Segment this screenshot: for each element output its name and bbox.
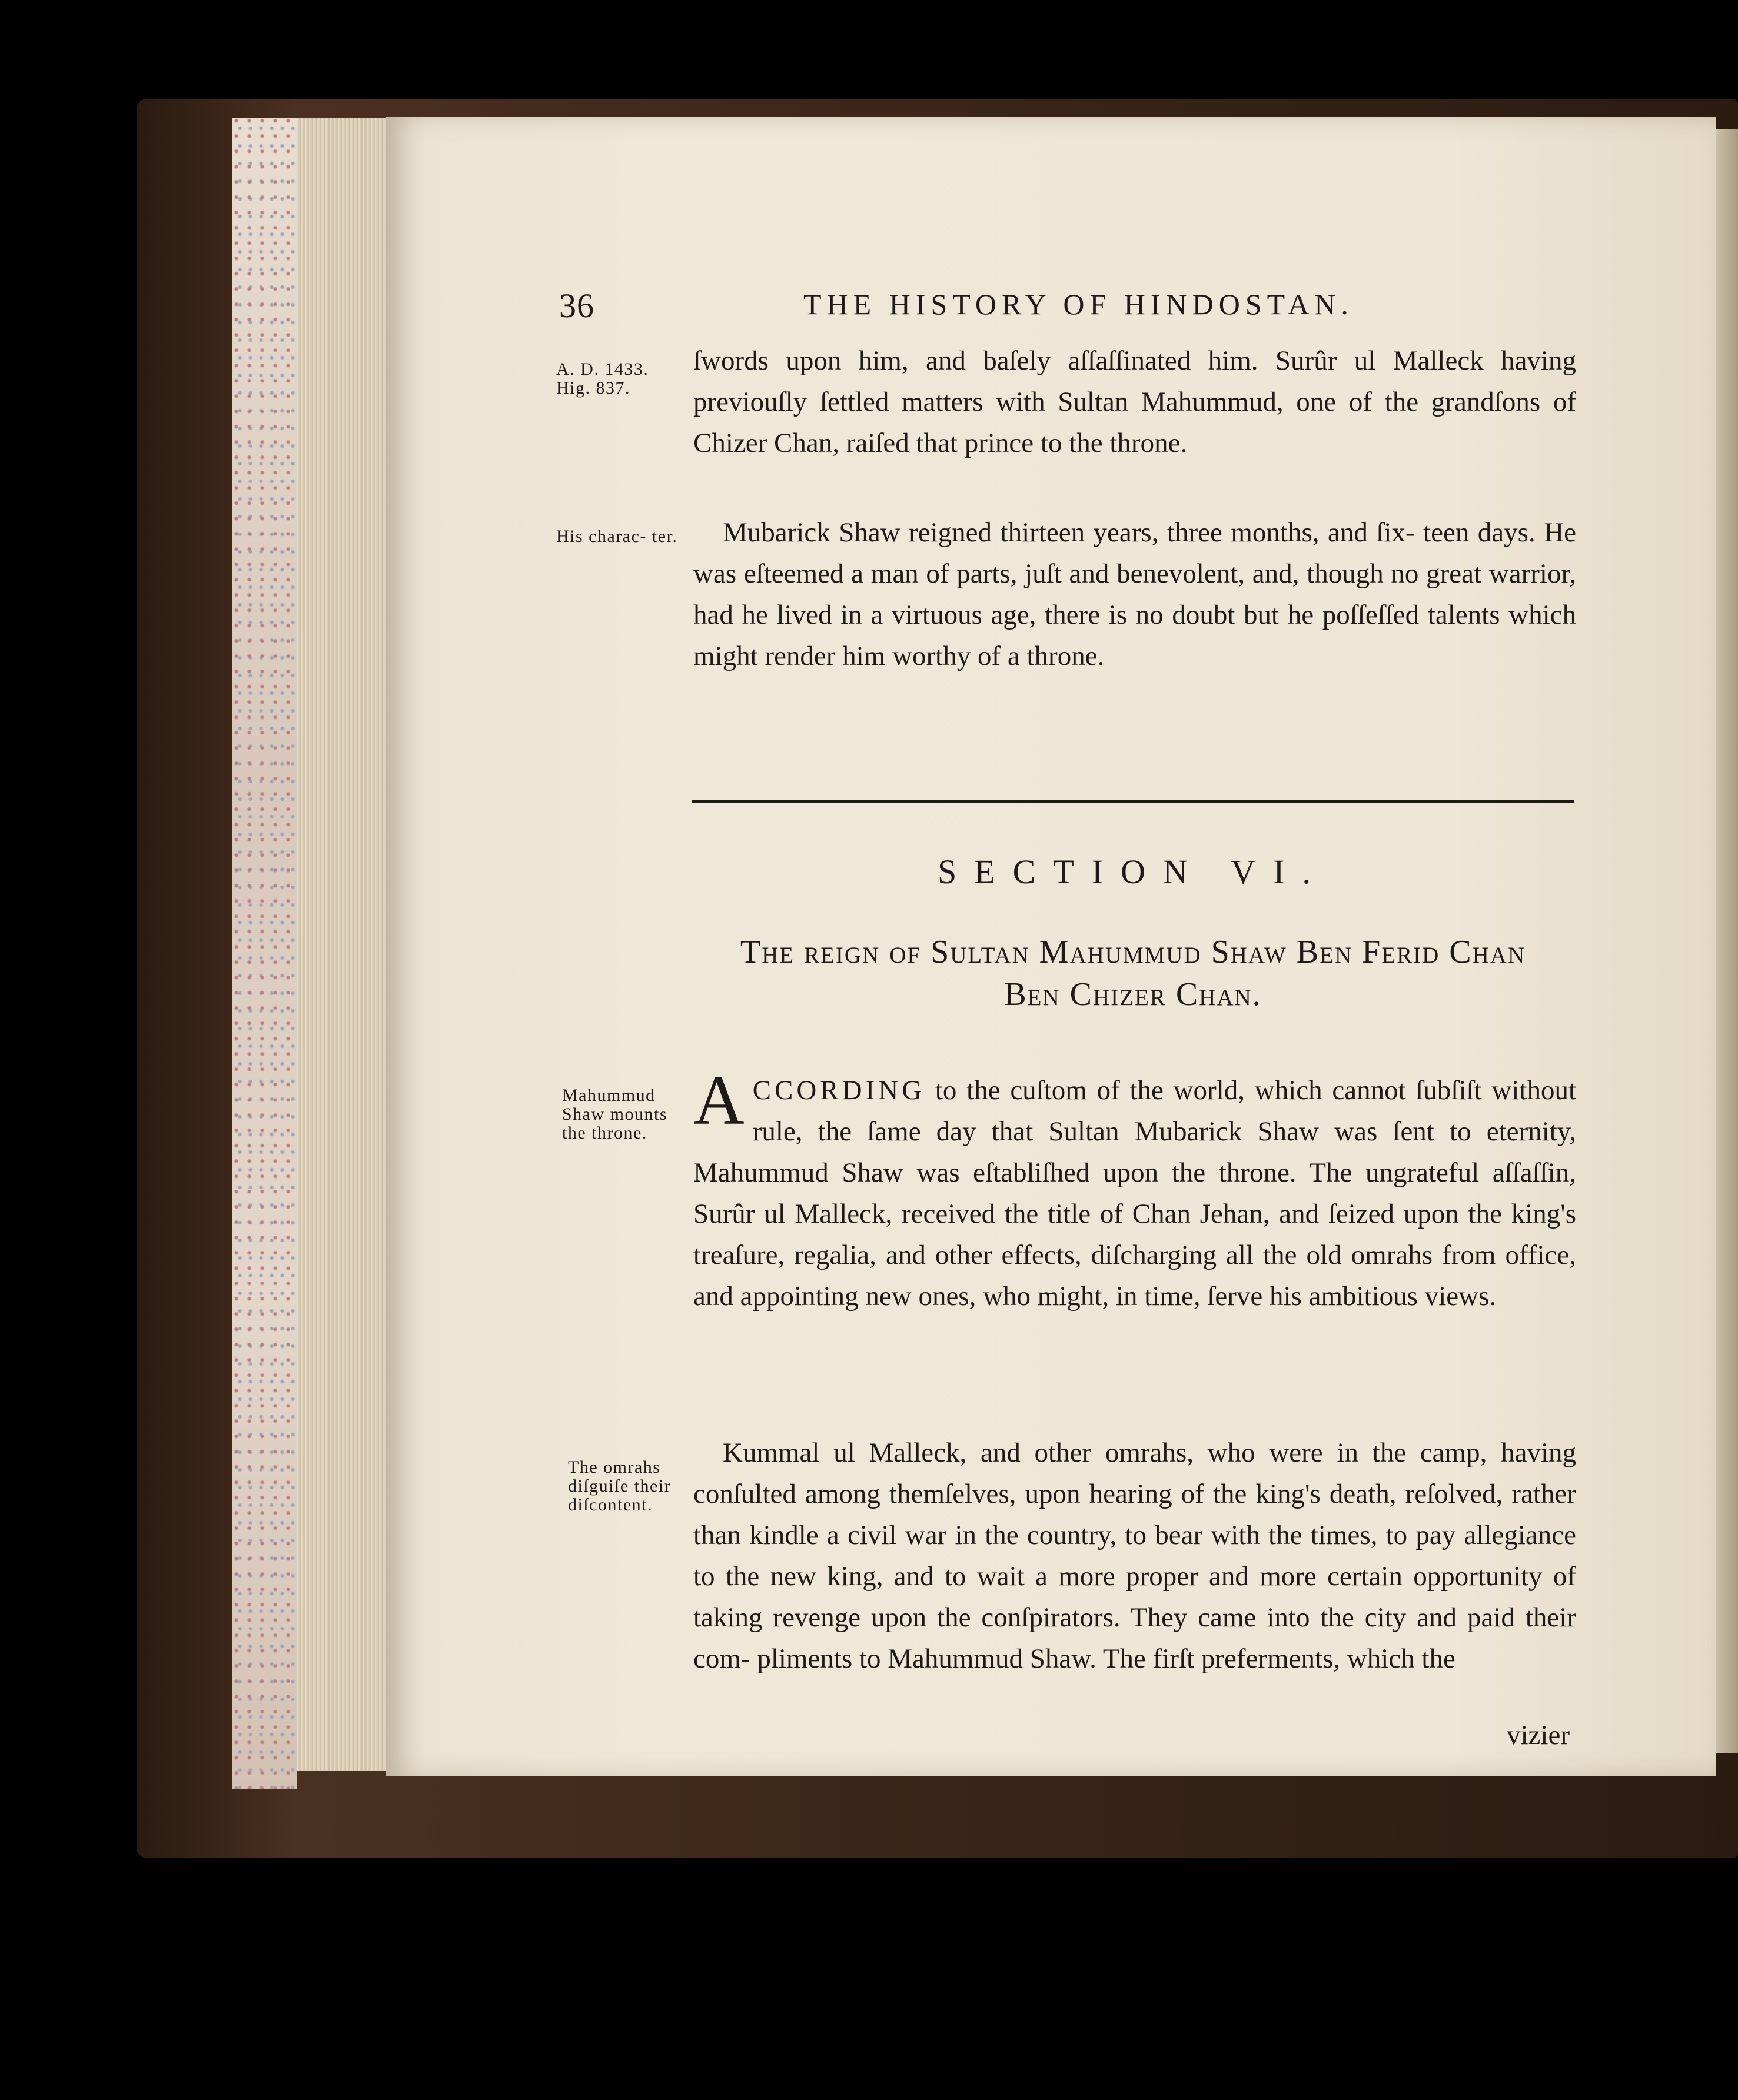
margin-note-omrahs: The omrahs diſguiſe their diſcontent. <box>568 1457 672 1515</box>
catchword: vizier <box>1507 1720 1570 1750</box>
drop-cap: A <box>693 1061 745 1139</box>
running-head: THE HISTORY OF HINDOSTAN. <box>803 288 1354 321</box>
paragraph-4: Kummal ul Malleck, and other omrahs, who were in the camp, having conſulted among themſelves, upon hearing of the king's death, reſolved, rather than kindle a civil war in the country, to bear with the times, to pay allegiance to the new king, and to wait a more proper and more certain opportunity of taking revenge upon the conſpirators. They came into the city and paid their com- pliments to Mahummud Shaw. The firſt preferments, which the <box>693 1437 1576 1674</box>
right-page-edge <box>1714 129 1738 1753</box>
section-title <box>692 931 1574 1016</box>
paragraph-2: Mubarick Shaw reigned thirteen years, three months, and ſix- teen days. He was eſteemed a man of parts, juſt and benevolent, and, though no great warrior, had he lived in a virtuous age, there is no doubt but he poſſeſſed talents which might render him worthy of a throne. <box>693 517 1576 671</box>
page-number: 36 <box>559 287 594 325</box>
marbled-endpaper <box>232 118 297 1789</box>
page-edges <box>297 118 386 1771</box>
margin-note-character: His charac- ter. <box>556 527 678 546</box>
paragraph-1: ſwords upon him, and baſely aſſaſſinated him. Surûr ul Malleck having previouſly ſettled matters with Sultan Mahummud, one of the grandſons of Chizer Chan, raiſed that prince to the throne. <box>693 345 1576 458</box>
section-rule <box>692 800 1574 803</box>
section-heading: SECTION VI. <box>937 853 1329 891</box>
section-title-line-1: The reign of Sultan Mahummud Shaw Ben Ferid Chan <box>740 934 1526 970</box>
paragraph-3 <box>693 1061 1576 1317</box>
margin-note-date: A. D. 1433. Hig. 837. <box>556 360 649 398</box>
section-title-line-2: Ben Chizer Chan. <box>1004 976 1262 1013</box>
margin-note-mahummud: Mahummud Shaw mounts the throne. <box>562 1086 668 1143</box>
drop-cap-continuation: CCORDING <box>752 1075 926 1106</box>
paragraph-3-text: to the cuſtom of the world, which cannot ſubſiſt without rule, the ſame day that Sultan Mubarick Shaw was ſent to eternity, Mahummud Shaw was eſtabliſhed upon the throne. The ungrateful aſſaſſin, Surûr ul Malleck, received the title of Chan Jehan, and ſeized upon the king's treaſure, regalia, and other effects, diſcharging all the old omrahs from office, and appointing new ones, who might, in time, ſerve his ambitious views. <box>693 1075 1576 1312</box>
